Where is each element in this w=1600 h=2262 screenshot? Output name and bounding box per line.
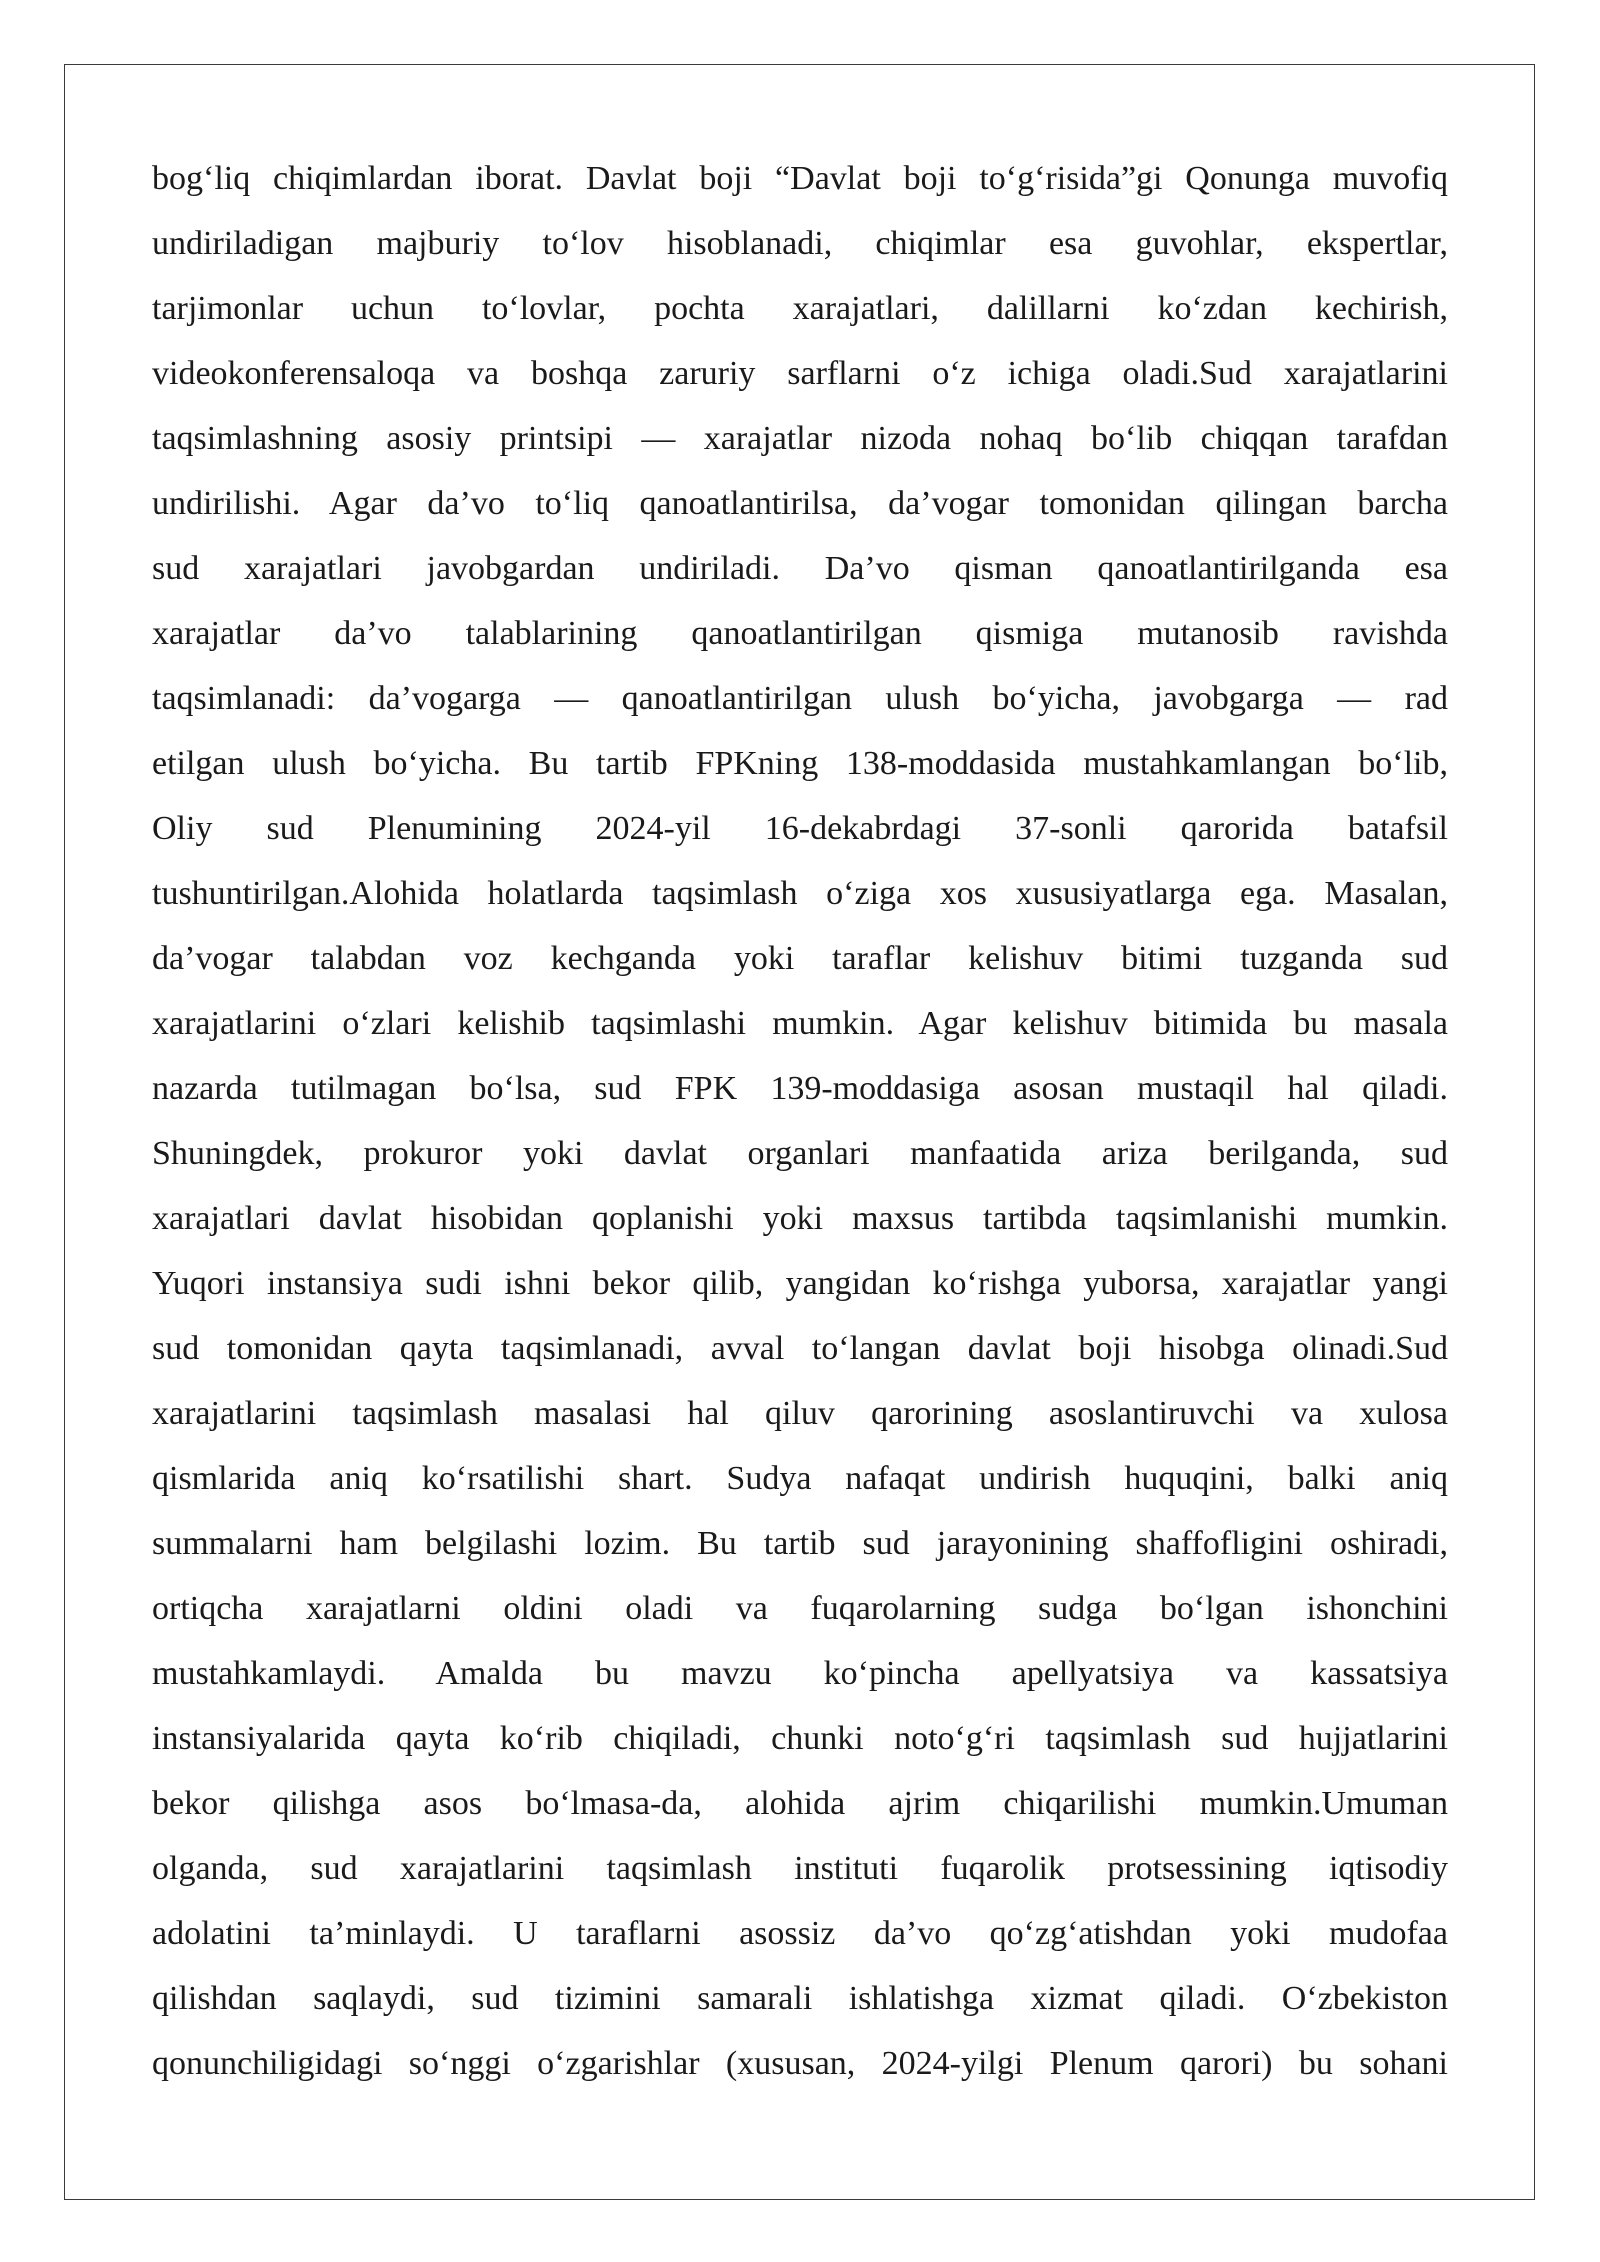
text-line: tarjimonlar uchun to‘lovlar, pochta xarajatlari, dalillarni ko‘zdan kechirish,: [152, 290, 1448, 327]
text-line: sud tomonidan qayta taqsimlanadi, avval to‘langan davlat boji hisobga olinadi.Sud: [152, 1330, 1448, 1367]
text-line: bekor qilishga asos bo‘lmasa-da, alohida ajrim chiqarilishi mumkin.Umuman: [152, 1785, 1448, 1822]
body-paragraph: [152, 146, 1448, 2096]
text-line: undiriladigan majburiy to‘lov hisoblanadi, chiqimlar esa guvohlar, ekspertlar,: [152, 225, 1448, 262]
text-line: etilgan ulush bo‘yicha. Bu tartib FPKning 138-moddasida mustahkamlangan bo‘lib,: [152, 745, 1448, 782]
text-line: xarajatlari davlat hisobidan qoplanishi yoki maxsus tartibda taqsimlanishi mumkin.: [152, 1200, 1448, 1237]
text-line: videokonferensaloqa va boshqa zaruriy sarflarni o‘z ichiga oladi.Sud xarajatlarini: [152, 355, 1448, 392]
text-line: xarajatlar da’vo talablarining qanoatlantirilgan qismiga mutanosib ravishda: [152, 615, 1448, 652]
text-line: Oliy sud Plenumining 2024-yil 16-dekabrdagi 37-sonli qarorida batafsil: [152, 810, 1448, 847]
text-line: ortiqcha xarajatlarni oldini oladi va fuqarolarning sudga bo‘lgan ishonchini: [152, 1590, 1448, 1627]
text-line: bog‘liq chiqimlardan iborat. Davlat boji “Davlat boji to‘g‘risida”gi Qonunga muvofiq: [152, 160, 1448, 197]
text-line: qismlarida aniq ko‘rsatilishi shart. Sudya nafaqat undirish huquqini, balki aniq: [152, 1460, 1448, 1497]
text-line: Yuqori instansiya sudi ishni bekor qilib, yangidan ko‘rishga yuborsa, xarajatlar yangi: [152, 1265, 1448, 1302]
text-line: qilishdan saqlaydi, sud tizimini samarali ishlatishga xizmat qiladi. O‘zbekiston: [152, 1980, 1448, 2017]
text-line: adolatini ta’minlaydi. U taraflarni asossiz da’vo qo‘zg‘atishdan yoki mudofaa: [152, 1915, 1448, 1952]
text-line: sud xarajatlari javobgardan undiriladi. Da’vo qisman qanoatlantirilganda esa: [152, 550, 1448, 587]
text-line: da’vogar talabdan voz kechganda yoki taraflar kelishuv bitimi tuzganda sud: [152, 940, 1448, 977]
text-line: instansiyalarida qayta ko‘rib chiqiladi, chunki noto‘g‘ri taqsimlash sud hujjatlarini: [152, 1720, 1448, 1757]
text-line: summalarni ham belgilashi lozim. Bu tartib sud jarayonining shaffofligini oshiradi,: [152, 1525, 1448, 1562]
text-line: qonunchiligidagi so‘nggi o‘zgarishlar (xususan, 2024-yilgi Plenum qarori) bu sohani: [152, 2045, 1448, 2082]
text-line: taqsimlanadi: da’vogarga — qanoatlantirilgan ulush bo‘yicha, javobgarga — rad: [152, 680, 1448, 717]
text-line: undirilishi. Agar da’vo to‘liq qanoatlantirilsa, da’vogar tomonidan qilingan barcha: [152, 485, 1448, 522]
text-line: taqsimlashning asosiy printsipi — xarajatlar nizoda nohaq bo‘lib chiqqan tarafdan: [152, 420, 1448, 457]
text-line: xarajatlarini o‘zlari kelishib taqsimlashi mumkin. Agar kelishuv bitimida bu masala: [152, 1005, 1448, 1042]
text-line: xarajatlarini taqsimlash masalasi hal qiluv qarorining asoslantiruvchi va xulosa: [152, 1395, 1448, 1432]
text-line: Shuningdek, prokuror yoki davlat organlari manfaatida ariza berilganda, sud: [152, 1135, 1448, 1172]
text-line: tushuntirilgan.Alohida holatlarda taqsimlash o‘ziga xos xususiyatlarga ega. Masalan,: [152, 875, 1448, 912]
text-line: olganda, sud xarajatlarini taqsimlash instituti fuqarolik protsessining iqtisodiy: [152, 1850, 1448, 1887]
text-line: mustahkamlaydi. Amalda bu mavzu ko‘pincha apellyatsiya va kassatsiya: [152, 1655, 1448, 1692]
text-line: nazarda tutilmagan bo‘lsa, sud FPK 139-moddasiga asosan mustaqil hal qiladi.: [152, 1070, 1448, 1107]
